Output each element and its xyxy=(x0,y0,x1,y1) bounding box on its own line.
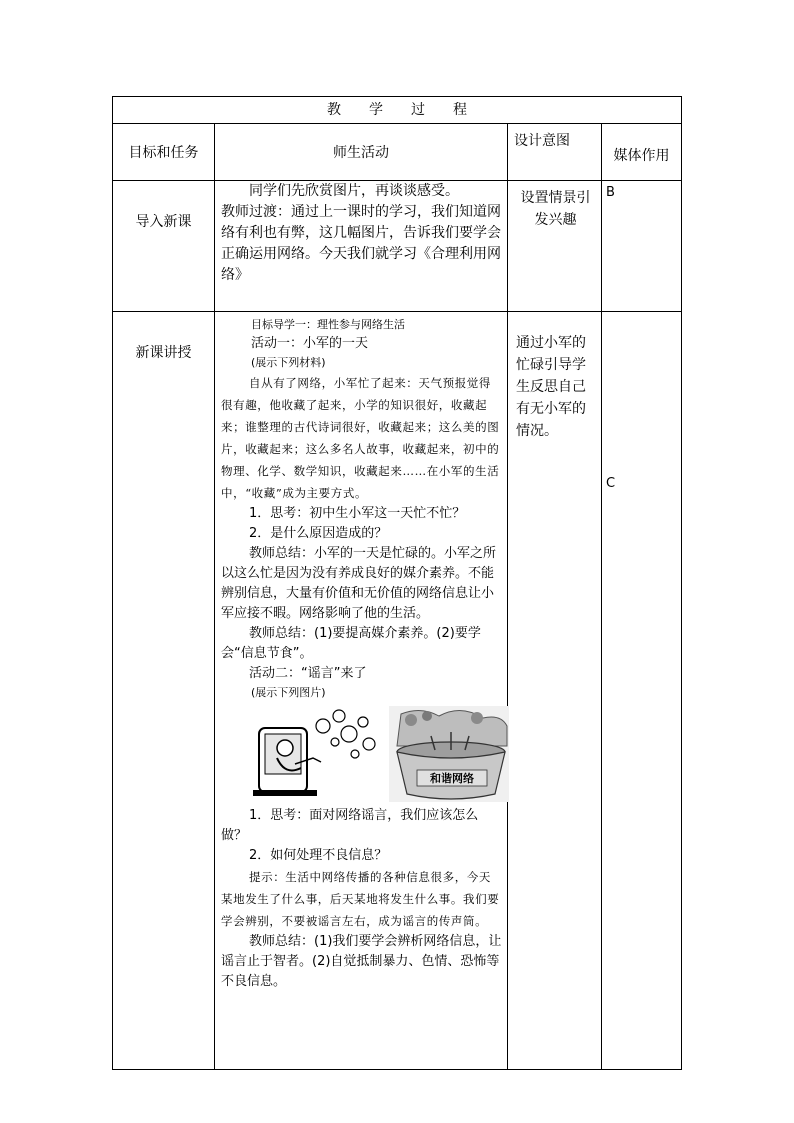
harmonious-network-pot-icon xyxy=(389,706,509,802)
lesson-process-table xyxy=(112,96,682,1070)
material-text: 自从有了网络，小军忙了起来：天气预报觉得很有趣，他收藏了起来，小学的知识很好，收藏起来；谁整理的古代诗词很好，收藏起来；这么美的图片，收藏起来；这么多名人故事，收藏起来，初中的物理、化学、数学知识，收藏起来……在小军的生活中，“收藏”成为主要方式。 xyxy=(221,376,500,500)
header-teacher-student-activity: 师生活动 xyxy=(215,124,508,181)
header-design-intent: 设计意图 xyxy=(508,124,602,181)
table-row xyxy=(113,312,682,1070)
illustration-svg xyxy=(251,706,509,802)
header-goal-task: 目标和任务 xyxy=(113,124,215,181)
intent-intro: 设置情景引发兴趣 xyxy=(508,181,602,312)
stage-new-lesson: 新课讲授 xyxy=(113,312,215,1070)
table-title: 教学过程 xyxy=(113,97,682,124)
bubbles-icon xyxy=(316,710,375,758)
header-media-role: 媒体作用 xyxy=(602,124,682,181)
teacher-summary-3: 教师总结：(1)我们要学会辨析网络信息，让谣言止于智者。(2)自觉抵制暴力、色情、恐怖等不良信息。 xyxy=(221,934,502,989)
activity-2-title: 活动二：“谣言”来了 xyxy=(249,666,367,681)
question-1: 1．思考：初中生小军这一天忙不忙？ xyxy=(249,506,466,521)
activity-new-lesson xyxy=(215,312,508,1070)
intent-new-lesson: 通过小军的忙碌引导学生反思自己有无小军的情况。 xyxy=(508,312,602,1070)
table-row xyxy=(113,181,682,312)
hint-text: 提示：生活中网络传播的各种信息很多，今天某地发生了什么事，后天某地将发生什么事。我们要学会辨别，不要被谣言左右，成为谣言的传声筒。 xyxy=(221,870,500,928)
illustration-caption: 和谐网络 xyxy=(430,772,474,785)
show-image-note: (展示下列图片) xyxy=(251,686,326,699)
show-material-note: (展示下列材料) xyxy=(251,356,326,369)
stage-intro: 导入新课 xyxy=(113,181,215,312)
rumor-illustration xyxy=(251,706,503,802)
question-4: 2．如何处理不良信息？ xyxy=(249,848,388,863)
teacher-summary-1: 教师总结：小军的一天是忙碌的。小军之所以这么忙是因为没有养成良好的媒介素养。不能辨别信息，大量有价值和无价值的网络信息让小军应接不暇。网络影响了他的生活。 xyxy=(221,546,497,621)
media-new-lesson xyxy=(602,312,682,1070)
teacher-summary-2: 教师总结：(1)要提高媒介素养。(2)要学会“信息节食”。 xyxy=(221,626,481,661)
intro-line-2: 教师过渡：通过上一课时的学习，我们知道网络有利也有弊，这几幅图片，告诉我们要学会正确运用网络。今天我们就学习《合理利用网络》 xyxy=(221,204,501,283)
question-3: 1．思考：面对网络谣言，我们应该怎么做？ xyxy=(221,808,479,843)
media-new-lesson-value: C xyxy=(606,476,616,491)
question-2: 2．是什么原因造成的？ xyxy=(249,526,388,541)
activity-1-title: 活动一：小军的一天 xyxy=(251,336,369,351)
activity-intro xyxy=(215,181,508,312)
media-intro: B xyxy=(602,181,682,312)
goal-heading: 目标导学一：理性参与网络生活 xyxy=(251,318,405,331)
intro-line-1: 同学们先欣赏图片，再谈谈感受。 xyxy=(249,183,459,199)
person-computer-icon xyxy=(253,728,321,796)
